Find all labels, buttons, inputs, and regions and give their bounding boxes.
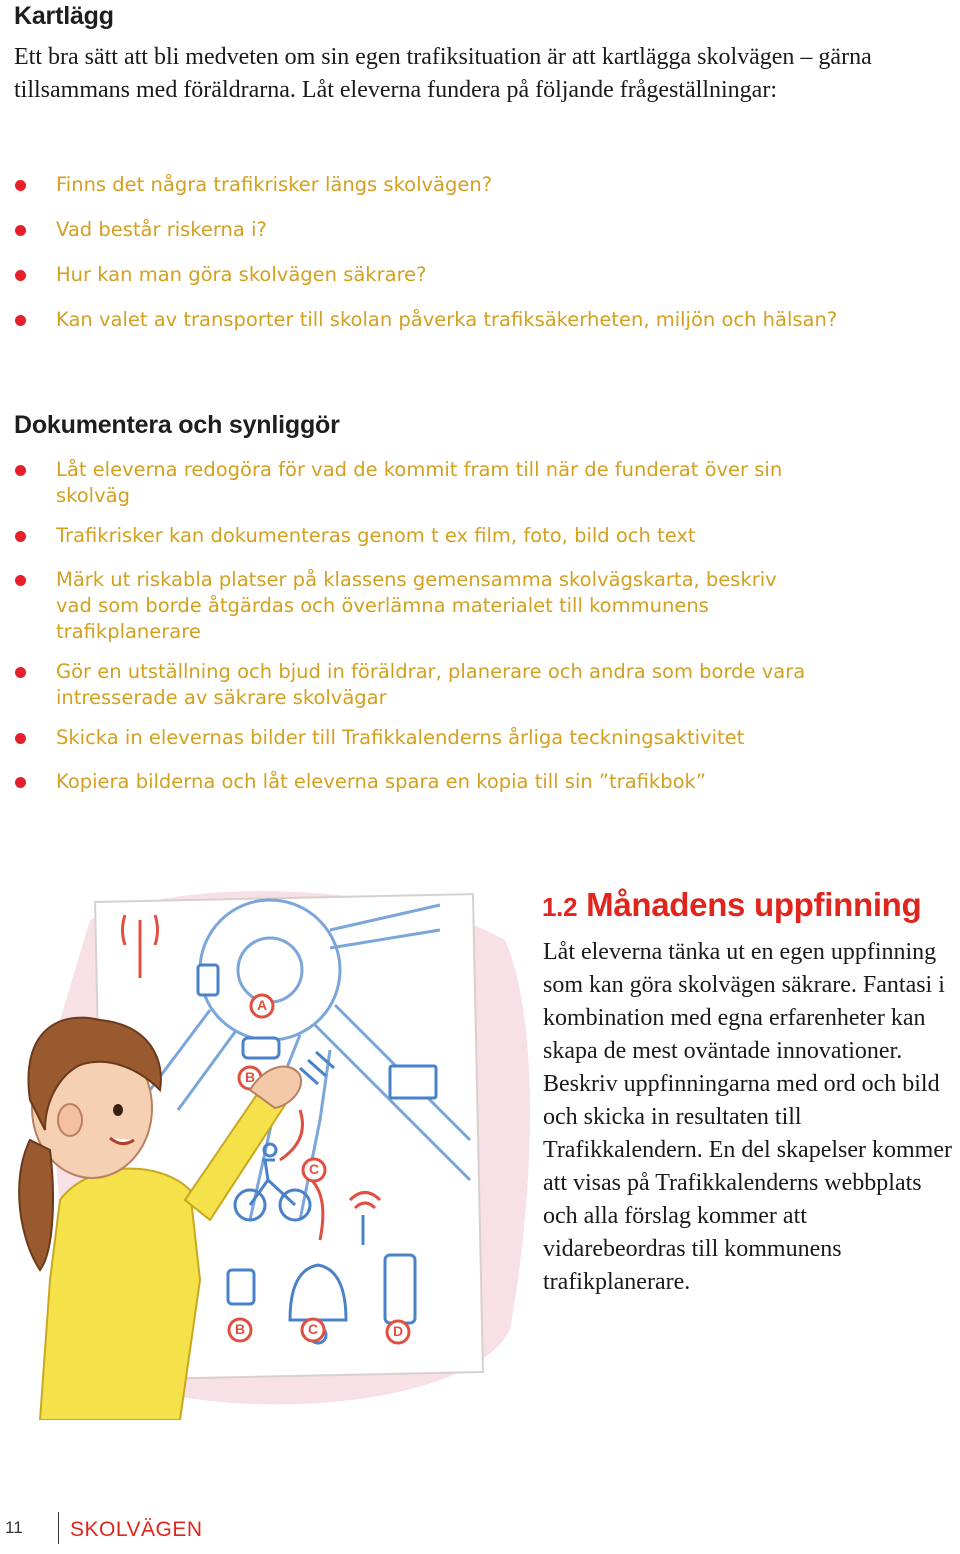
illustration-svg [0, 860, 540, 1420]
kartlagg-intro: Ett bra sätt att bli medveten om sin egen trafiksituation är att kartlägga skolvägen – gärna tillsammans med föräldrarna. Låt eleverna fundera på följande frågeställningar: [14, 44, 872, 103]
bullet-dot-icon [15, 777, 26, 788]
bullet-dot-icon [15, 575, 26, 586]
list-item: Trafikrisker kan dokumenteras genom t ex film, foto, bild och text [14, 523, 814, 549]
list-item: Finns det några trafikrisker längs skolvägen? [14, 172, 914, 198]
list-item: Vad består riskerna i? [14, 217, 914, 243]
bullet-dot-icon [15, 180, 26, 191]
kartlagg-list [14, 172, 914, 333]
girl-drawing-map-illustration [0, 860, 540, 1420]
map-label-b: B [245, 1069, 256, 1085]
bullet-dot-icon [15, 465, 26, 476]
list-item: Gör en utställning och bjud in föräldrar, planerare och andra som borde vara intresserade av säkrare skolvägar [14, 659, 814, 711]
dokumentera-heading: Dokumentera och synliggör [14, 411, 340, 439]
bullet-dot-icon [15, 225, 26, 236]
footer-section-title: SKOLVÄGEN [70, 1518, 203, 1541]
manadens-number: 1.2 [542, 892, 578, 922]
map-label-d: D [393, 1323, 404, 1339]
dokumentera-list [14, 457, 814, 795]
footer-divider [58, 1512, 59, 1544]
bullet-dot-icon [15, 531, 26, 542]
list-item: Skicka in elevernas bilder till Trafikkalenderns årliga teckningsaktivitet [14, 725, 814, 751]
map-label-b2: B [235, 1321, 246, 1337]
bullet-dot-icon [15, 270, 26, 281]
list-item: Märk ut riskabla platser på klassens gemensamma skolvägskarta, beskriv vad som borde åtgärdas och överlämna materialet till kommunens trafikplanerare [14, 567, 814, 645]
manadens-body: Låt eleverna tänka ut en egen uppfinning som kan göra skolvägen säkrare. Fantasi i kombination med egna erfarenheter kan skapa de mest oväntade innovationer. Beskriv uppfinningarna med ord och bild och skicka in resultaten till Trafikkalendern. En del skapelser kommer att visas på Trafikkalenderns webbplats och alla förslag kommer att vidarebeordras till kommunens trafikplanerare. [543, 939, 952, 1295]
page-number: 11 [5, 1518, 23, 1537]
manadens-heading [542, 886, 921, 924]
list-item: Kan valet av transporter till skolan påverka trafiksäkerheten, miljön och hälsan? [14, 307, 914, 333]
list-item: Hur kan man göra skolvägen säkrare? [14, 262, 914, 288]
bullet-dot-icon [15, 315, 26, 326]
bullet-dot-icon [15, 667, 26, 678]
kartlagg-heading: Kartlägg [14, 2, 114, 30]
list-item: Kopiera bilderna och låt eleverna spara en kopia till sin ”trafikbok” [14, 769, 814, 795]
map-label-a: A [257, 997, 268, 1013]
map-label-c: C [309, 1161, 320, 1177]
map-label-c2: C [308, 1321, 319, 1337]
manadens-title: Månadens uppfinning [586, 886, 922, 923]
bullet-dot-icon [15, 733, 26, 744]
list-item: Låt eleverna redogöra för vad de kommit fram till när de funderat över sin skolväg [14, 457, 814, 509]
